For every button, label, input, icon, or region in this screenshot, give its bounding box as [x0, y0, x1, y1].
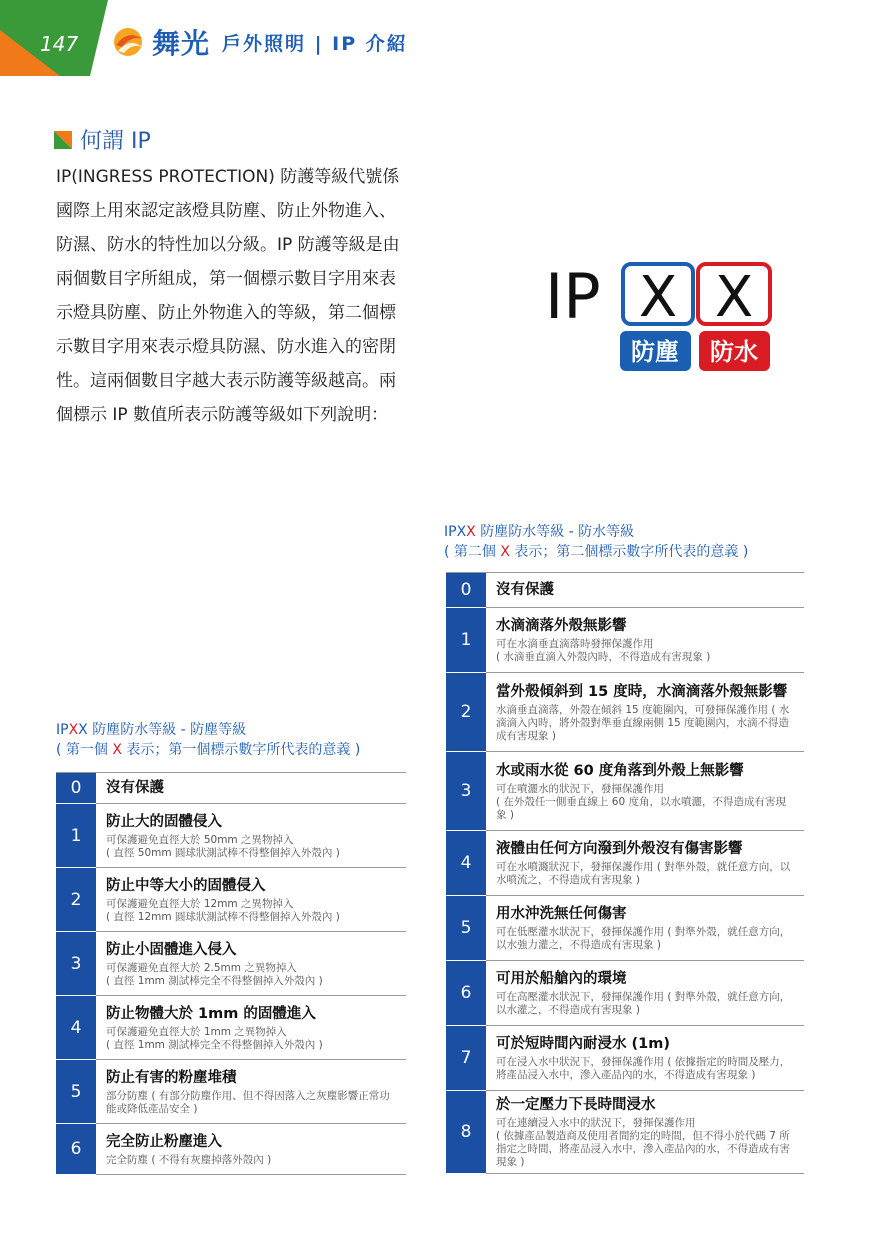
rating-description: 可在噴灑水的狀況下，發揮保護作用 ( 在外殼任一側垂直線上 60 度角，以水噴灑，不得造成有害現象 ) — [496, 782, 786, 821]
section-title-text: 何謂 IP — [80, 129, 151, 154]
rating-title: 防止中等大小的固體侵入 — [106, 877, 266, 894]
rating-description: 可在高壓灌水狀況下，發揮保護作用 ( 對準外殼，就任意方向，以水灌之，不得造成有害現象 ) — [496, 991, 791, 1016]
rating-number: 2 — [446, 673, 486, 752]
table-row — [446, 752, 804, 831]
rating-title: 沒有保護 — [106, 780, 164, 796]
rating-title: 沒有保護 — [496, 582, 554, 598]
table-row — [446, 1091, 804, 1174]
rating-number: 3 — [56, 932, 96, 996]
table-row — [446, 831, 804, 896]
rating-number: 0 — [56, 773, 96, 804]
title-marker-icon — [52, 129, 74, 151]
rating-number: 1 — [446, 608, 486, 673]
rating-title: 可用於船艙內的環境 — [496, 971, 627, 987]
rating-description: 完全防塵 ( 不得有灰塵掉落外殼內 ) — [106, 1153, 272, 1166]
rating-title: 完全防止粉塵進入 — [106, 1133, 222, 1150]
rating-description: 可在低壓灌水狀況下，發揮保護作用 ( 對準外殼，就任意方向，以水強力灌之，不得造成有害現象 ) — [496, 926, 791, 951]
rating-title: 可於短時間內耐浸水 (1m) — [496, 1036, 670, 1052]
rating-title: 於一定壓力下長時間浸水 — [496, 1097, 656, 1113]
rating-description: 可在浸入水中狀況下，發揮保護作用 ( 依據指定的時間及壓力，將產品浸入水中，滲入產品內的水，不得造成有害現象 ) — [496, 1056, 791, 1081]
rating-number: 6 — [56, 1124, 96, 1175]
rating-title: 水或雨水從 60 度角落到外殼上無影響 — [496, 762, 744, 779]
table-row — [446, 896, 804, 961]
rating-title: 防止小固體進入侵入 — [106, 941, 237, 958]
table-row — [56, 932, 406, 996]
brand-name: 舞光 — [152, 27, 211, 60]
rating-title: 當外殼傾斜到 15 度時，水滴滴落外殼無影響 — [496, 683, 788, 700]
rating-description: 可在水噴濺狀況下，發揮保護作用 ( 對準外殼，就任意方向，以水噴流之，不得造成有害現象 ) — [496, 861, 791, 886]
rating-description: 水滴垂直滴落，外殼在傾斜 15 度範圍內，可發揮保護作用 ( 水滴滴入內時，將外殼對準垂直線兩側 15 度範圍內，水滴不得造成有害現象 ) — [496, 703, 790, 742]
rating-description: 可保護避免直徑大於 12mm 之異物掉入 ( 直徑 12mm 圓球狀測試棒不得整個掉入外殼內 ) — [106, 897, 340, 923]
rating-number: 4 — [56, 996, 96, 1060]
dust-rating-table — [56, 772, 406, 1175]
badge-x-water: X — [714, 265, 754, 330]
table-row — [446, 1026, 804, 1091]
rating-number: 7 — [446, 1026, 486, 1091]
rating-number: 2 — [56, 868, 96, 932]
rating-number: 4 — [446, 831, 486, 896]
table-row — [446, 573, 804, 608]
rating-title: 用水沖洗無任何傷害 — [496, 906, 627, 922]
table-row — [56, 804, 406, 868]
badge-x-dust: X — [638, 265, 678, 330]
badge-ip-text: IP — [545, 262, 601, 333]
rating-description: 可在水滴垂直滴落時發揮保護作用 ( 水滴垂直滴入外殼內時，不得造成有害現象 ) — [496, 638, 711, 663]
water-table-caption: IPXX 防塵防水等級 - 防水等級 ( 第二個 X 表示；第二個標示數字所代表的意義 ) — [444, 524, 749, 560]
table-row — [56, 996, 406, 1060]
rating-number: 1 — [56, 804, 96, 868]
table-row — [56, 1060, 406, 1124]
table-row — [446, 673, 804, 752]
table-row — [446, 961, 804, 1026]
table-row — [56, 1124, 406, 1175]
water-rating-table — [446, 572, 804, 1174]
page-number: 147 — [40, 32, 79, 56]
rating-title: 水滴滴落外殼無影響 — [496, 618, 627, 634]
rating-number: 8 — [446, 1091, 486, 1174]
header-subtitle: 戶外照明 | IP 介紹 — [222, 32, 408, 55]
rating-description: 可保護避免直徑大於 50mm 之異物掉入 ( 直徑 50mm 圓球狀測試棒不得整個掉入外殼內 ) — [106, 833, 340, 859]
badge-label-water: 防水 — [710, 338, 758, 366]
table-row — [446, 608, 804, 673]
rating-number: 3 — [446, 752, 486, 831]
brand-logo — [110, 22, 408, 62]
dust-table-caption: IPXX 防塵防水等級 - 防塵等級 ( 第一個 X 表示；第一個標示數字所代表的意義 ) — [56, 722, 361, 758]
rating-title: 液體由任何方向潑到外殼沒有傷害影響 — [496, 841, 743, 857]
rating-number: 5 — [56, 1060, 96, 1124]
rating-description: 可保護避免直徑大於 2.5mm 之異物掉入 ( 直徑 1mm 測試棒完全不得整個掉入外殼內 ) — [106, 961, 323, 987]
section-title — [52, 124, 151, 155]
rating-number: 5 — [446, 896, 486, 961]
sun-logo-icon — [110, 25, 146, 59]
rating-number: 0 — [446, 573, 486, 608]
rating-title: 防止大的固體侵入 — [106, 813, 222, 830]
rating-title: 防止有害的粉塵堆積 — [106, 1069, 237, 1086]
intro-paragraph: IP(INGRESS PROTECTION) 防護等級代號係國際上用來認定該燈具防塵、防止外物進入、防濕、防水的特性加以分級。IP 防護等級是由兩個數目字所組成，第一個標示數目字用來表示燈具防塵、防止外物進入的等級，第二個標示數目字用來表示燈具防濕、防水進入的密閉性。這兩個數目字越大表示防護等級越高。兩個標示 IP 數值所表示防護等級如下列說明： — [56, 167, 400, 425]
rating-title: 防止物體大於 1mm 的固體進入 — [106, 1005, 316, 1022]
ip-xx-badge — [545, 262, 775, 378]
rating-description: 可在連續浸入水中的狀況下，發揮保護作用 ( 依據產品製造商及使用者間約定的時間，但不得小於代碼 7 所指定之時間，將產品浸入水中，滲入產品內的水，不得造成有害現象 ) — [496, 1117, 790, 1168]
rating-description: 可保護避免直徑大於 1mm 之異物掉入 ( 直徑 1mm 測試棒完全不得整個掉入外殼內 ) — [106, 1025, 323, 1051]
table-row — [56, 773, 406, 804]
badge-label-dust: 防塵 — [631, 338, 679, 366]
rating-number: 6 — [446, 961, 486, 1026]
table-row — [56, 868, 406, 932]
rating-description: 部分防塵 ( 有部分防塵作用、但不得因落入之灰塵影響正常功能或降低產品安全 ) — [106, 1089, 390, 1115]
